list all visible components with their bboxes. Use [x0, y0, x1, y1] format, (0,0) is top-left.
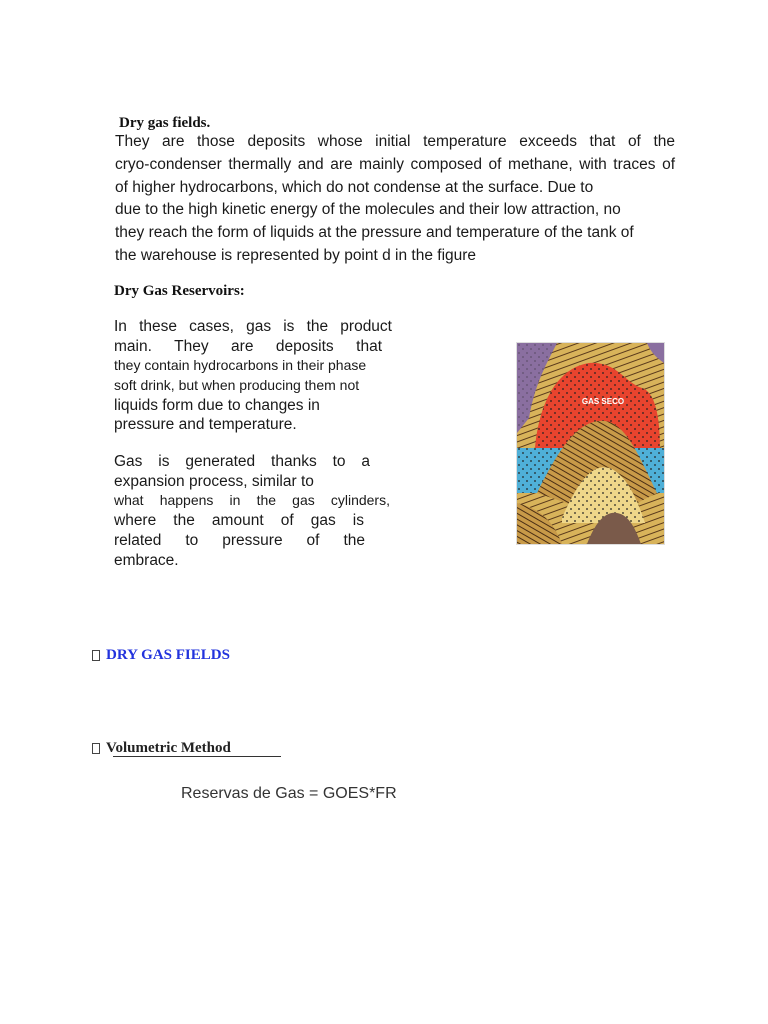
paragraph-line: what happens in the gas cylinders,: [114, 492, 390, 508]
figure-label: GAS SECO: [581, 397, 625, 406]
paragraph-line: pressure and temperature.: [114, 416, 297, 433]
paragraph-line: liquids form due to changes in: [114, 397, 320, 414]
paragraph-line: expansion process, similar to: [114, 473, 314, 490]
dry-gas-reservoir-figure: [516, 342, 665, 545]
paragraph-line: due to the high kinetic energy of the molecules and their low attraction, no: [115, 201, 621, 218]
bullet-box-icon: [92, 650, 100, 661]
paragraph-line: soft drink, but when producing them not: [114, 377, 360, 393]
paragraph-line: the warehouse is represented by point d in the figure: [115, 247, 477, 264]
section-heading-dry-gas-fields: Dry gas fields.: [119, 115, 211, 131]
paragraph-line: In these cases, gas is the product: [114, 318, 392, 335]
paragraph-line: Gas is generated thanks to a: [114, 453, 370, 470]
bullet-volumetric-method: [92, 740, 231, 757]
volumetric-method-heading: Volumetric Method: [106, 740, 231, 756]
bullet-dry-gas-fields[interactable]: [92, 647, 230, 664]
paragraph-line: related to pressure of the: [114, 532, 365, 549]
paragraph-line: embrace.: [114, 552, 179, 569]
reserves-formula: Reservas de Gas = GOES*FR: [181, 785, 397, 802]
paragraph-line: They are those deposits whose initial temperature exceeds that of the: [115, 133, 675, 150]
paragraph-line: main. They are deposits that: [114, 338, 382, 355]
paragraph-line: cryo-condenser thermally and are mainly composed of methane, with traces of: [115, 156, 675, 173]
paragraph-line: where the amount of gas is: [114, 512, 364, 529]
paragraph-line: they contain hydrocarbons in their phase: [114, 357, 367, 373]
bullet-box-icon: [92, 743, 100, 754]
heading-underline: [113, 756, 281, 757]
reservoir-illustration: [517, 343, 664, 544]
paragraph-line: they reach the form of liquids at the pressure and temperature of the tank of: [115, 224, 634, 241]
section-heading-dry-gas-reservoirs: Dry Gas Reservoirs:: [114, 283, 245, 299]
dry-gas-fields-link[interactable]: DRY GAS FIELDS: [106, 647, 230, 663]
paragraph-line: of higher hydrocarbons, which do not condense at the surface. Due to: [115, 179, 594, 196]
